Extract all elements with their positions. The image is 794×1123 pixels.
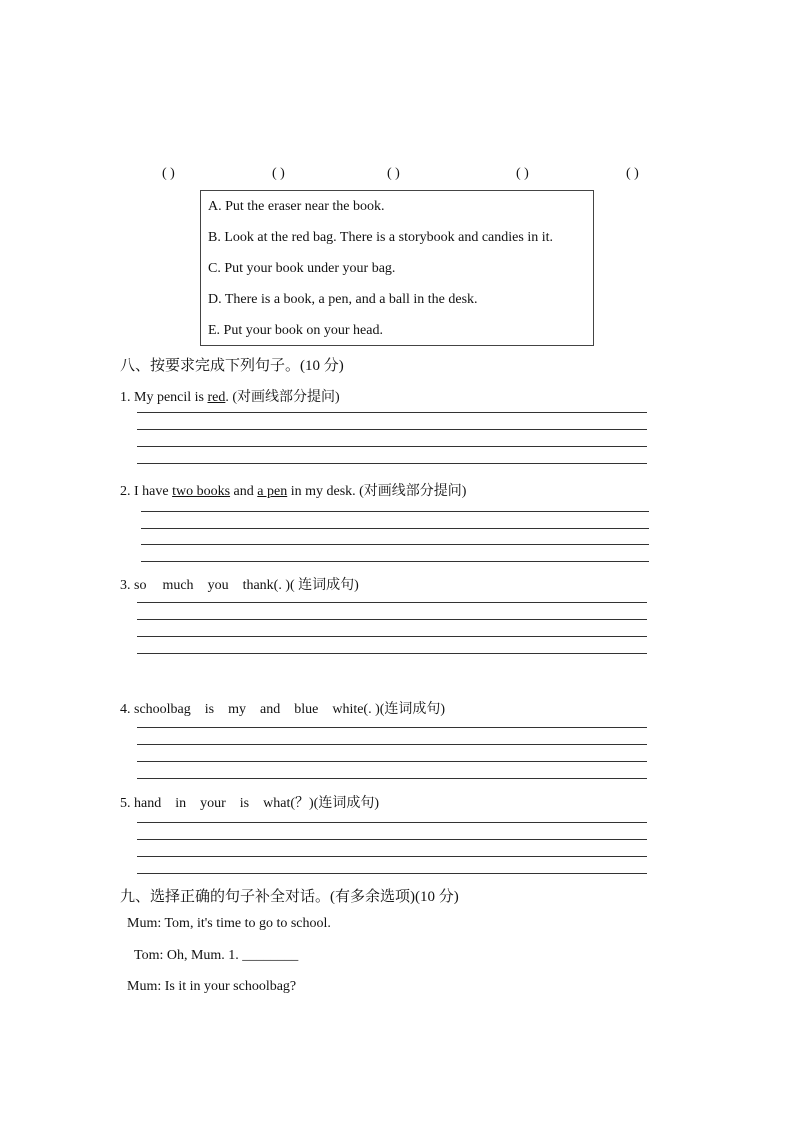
option-a: A. Put the eraser near the book. [208, 199, 385, 214]
answer-line[interactable] [137, 412, 647, 413]
question-1-prefix: 1. My pencil is [120, 390, 208, 405]
answer-blank-2[interactable]: ( ) [272, 166, 285, 181]
question-2-underlined-2: a pen [257, 484, 288, 499]
question-4 [120, 698, 445, 718]
question-2-prefix: 2. I have [120, 484, 173, 499]
question-3-word: much [162, 578, 194, 593]
answer-line[interactable] [137, 446, 647, 447]
question-3-word: thank(. )( 连词成句) [242, 578, 359, 593]
answer-line[interactable] [137, 619, 647, 620]
answer-line[interactable] [137, 744, 647, 745]
question-1-suffix: . (对画线部分提问) [225, 390, 340, 405]
question-3-word: 3. so [120, 578, 147, 593]
answer-line[interactable] [141, 561, 649, 562]
question-5 [120, 792, 379, 812]
answer-line[interactable] [137, 761, 647, 762]
answer-blank-1[interactable]: ( ) [162, 166, 175, 181]
option-c: C. Put your book under your bag. [208, 261, 396, 276]
question-2-underlined-1: two books [172, 484, 231, 499]
question-2-middle: and [230, 484, 258, 499]
question-5-word: what(？)(连词成句) [263, 796, 379, 811]
question-3-word: you [207, 578, 229, 593]
answer-line[interactable] [137, 463, 647, 464]
answer-line[interactable] [137, 856, 647, 857]
question-5-word: in [175, 796, 187, 811]
question-4-word: 4. schoolbag [120, 702, 191, 717]
section-8-heading: 八、按要求完成下列句子。(10 分) [120, 358, 344, 374]
answer-line[interactable] [137, 602, 647, 603]
answer-line[interactable] [137, 778, 647, 779]
question-2-suffix: in my desk. (对画线部分提问) [287, 484, 467, 499]
answer-line[interactable] [137, 429, 647, 430]
question-1 [120, 386, 340, 406]
answer-blank-4[interactable]: ( ) [516, 166, 529, 181]
options-box [200, 190, 594, 346]
question-2 [120, 480, 466, 500]
answer-line[interactable] [137, 839, 647, 840]
answer-line[interactable] [137, 636, 647, 637]
dialogue-line-1: Mum: Tom, it's time to go to school. [127, 916, 331, 931]
question-5-word: your [200, 796, 226, 811]
question-3 [120, 574, 359, 594]
answer-blank-5[interactable]: ( ) [626, 166, 639, 181]
question-4-word: white(. )(连词成句) [332, 702, 446, 717]
option-d: D. There is a book, a pen, and a ball in the desk. [208, 292, 478, 307]
question-4-word: and [260, 702, 281, 717]
answer-line[interactable] [137, 653, 647, 654]
answer-line[interactable] [141, 511, 649, 512]
answer-line[interactable] [141, 528, 649, 529]
dialogue-line-2: Tom: Oh, Mum. 1. ________ [134, 948, 299, 963]
option-b: B. Look at the red bag. There is a storybook and candies in it. [208, 230, 553, 245]
answer-blank-3[interactable]: ( ) [387, 166, 400, 181]
answer-line[interactable] [137, 822, 647, 823]
question-4-word: my [228, 702, 246, 717]
question-4-word: blue [294, 702, 319, 717]
dialogue-line-3: Mum: Is it in your schoolbag? [127, 979, 297, 994]
question-5-word: 5. hand [120, 796, 162, 811]
answer-line[interactable] [137, 727, 647, 728]
answer-line[interactable] [137, 873, 647, 874]
question-1-underlined: red [207, 390, 226, 405]
option-e: E. Put your book on your head. [208, 323, 383, 338]
section-9-heading: 九、选择正确的句子补全对话。(有多余选项)(10 分) [120, 889, 459, 905]
answer-line[interactable] [141, 544, 649, 545]
question-4-word: is [204, 702, 215, 717]
question-5-word: is [239, 796, 250, 811]
